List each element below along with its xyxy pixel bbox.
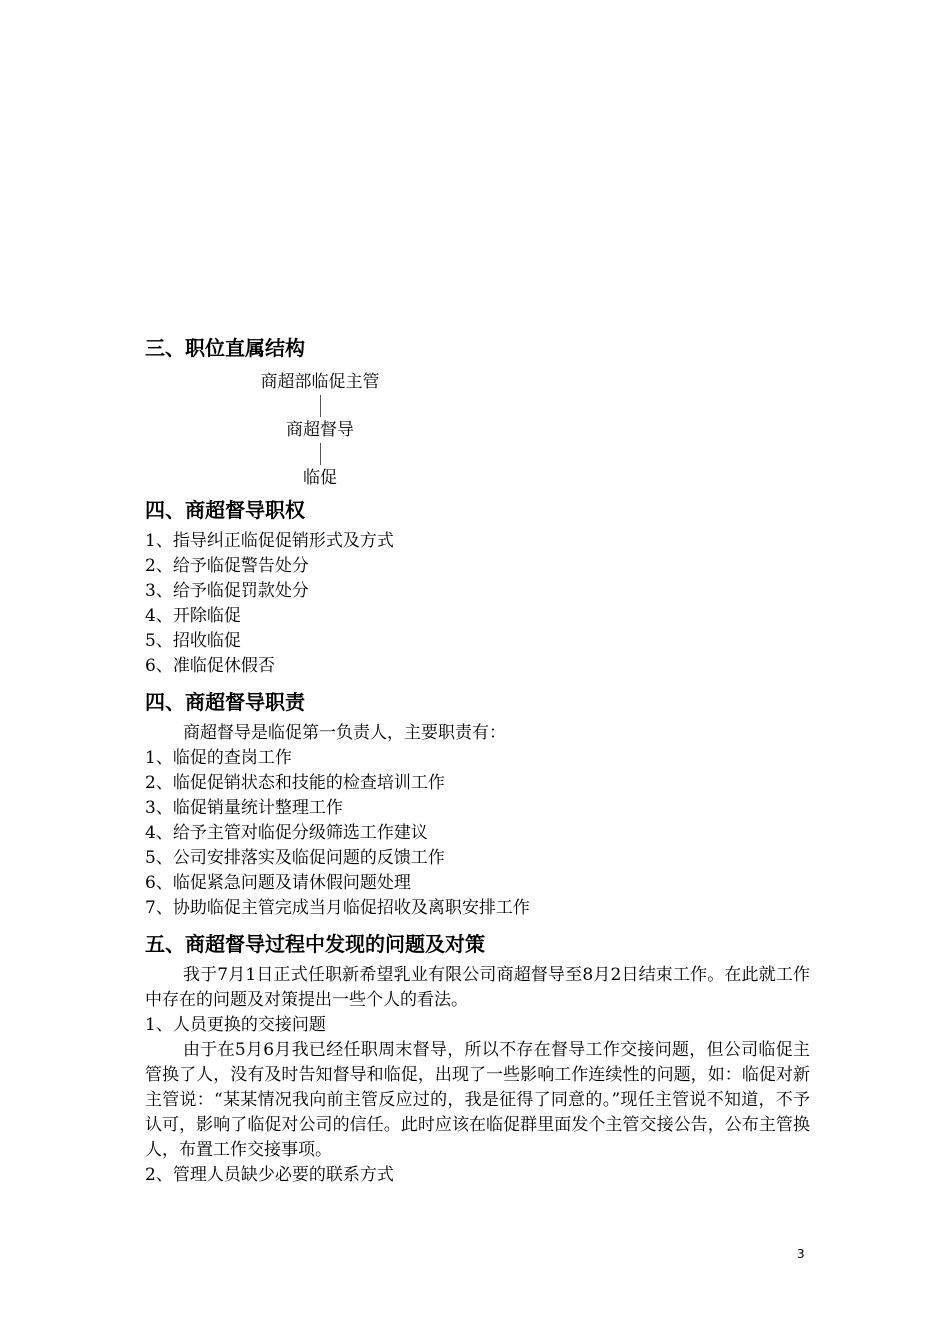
list-item: 7、协助临促主管完成当月临促招收及离职安排工作 xyxy=(145,898,530,918)
authority-list xyxy=(145,529,810,679)
list-item: 1、指导纠正临促促销形式及方式 xyxy=(145,531,394,551)
section-heading-duties: 四、商超督导职责 xyxy=(145,690,305,714)
list-item: 4、开除临促 xyxy=(145,606,241,626)
list-item: 4、给予主管对临促分级筛选工作建议 xyxy=(145,823,428,843)
list-item: 5、招收临促 xyxy=(145,631,241,651)
org-connector-line xyxy=(320,443,321,465)
list-item: 1、临促的查岗工作 xyxy=(145,748,292,768)
page-content xyxy=(145,333,810,1188)
org-chart xyxy=(145,369,505,491)
duties-list xyxy=(145,746,810,921)
org-connector-line xyxy=(320,395,321,417)
page-number: 3 xyxy=(797,1247,805,1261)
section-heading-problems: 五、商超督导过程中发现的问题及对策 xyxy=(145,932,485,956)
duties-intro: 商超督导是临促第一负责人，主要职责有： xyxy=(183,723,506,743)
problem-item-title: 2、管理人员缺少必要的联系方式 xyxy=(145,1165,394,1185)
org-node-middle: 商超督导 xyxy=(286,420,354,440)
problems-intro: 我于7月1日正式任职新希望乳业有限公司商超督导至8月2日结束工作。在此就工作中存在的问题及对策提出一些个人的看法。 xyxy=(145,965,810,1010)
section-heading-structure: 三、职位直属结构 xyxy=(145,336,305,360)
list-item: 2、给予临促警告处分 xyxy=(145,556,309,576)
list-item: 5、公司安排落实及临促问题的反馈工作 xyxy=(145,848,445,868)
section-heading-authority: 四、商超督导职权 xyxy=(145,498,305,522)
list-item: 3、给予临促罚款处分 xyxy=(145,581,309,601)
problem-item-title: 1、人员更换的交接问题 xyxy=(145,1015,326,1035)
list-item: 6、准临促休假否 xyxy=(145,656,275,676)
list-item: 3、临促销量统计整理工作 xyxy=(145,798,343,818)
org-node-bottom: 临促 xyxy=(303,468,337,488)
list-item: 2、临促促销状态和技能的检查培训工作 xyxy=(145,773,445,793)
problem-item-body: 由于在5月6月我已经任职周末督导，所以不存在督导工作交接问题，但公司临促主管换了人，没有及时告知督导和临促，出现了一些影响工作连续性的问题，如：临促对新主管说：“某某情况我向前主管反应过的，我是征得了同意的。”现任主管说不知道，不予认可，影响了临促对公司的信任。此时应该在临促群里面发个主管交接公告，公布主管换人，布置工作交接事项。 xyxy=(145,1040,810,1160)
org-node-top: 商超部临促主管 xyxy=(260,372,380,392)
list-item: 6、临促紧急问题及请休假问题处理 xyxy=(145,873,411,893)
